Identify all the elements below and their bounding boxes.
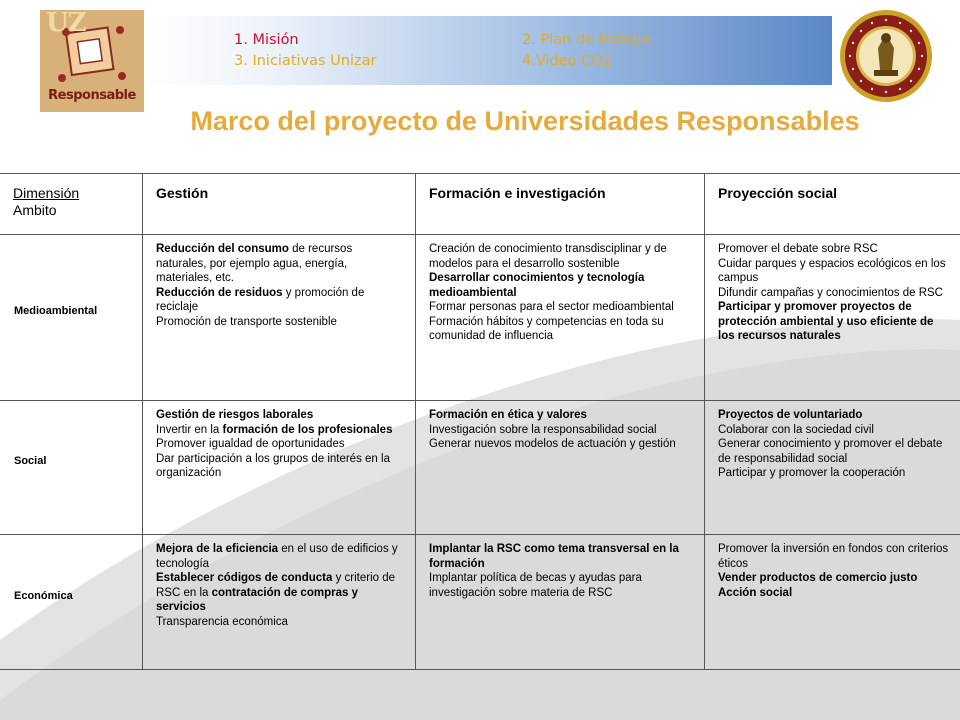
cell-line: Promoción de transporte sostenible (156, 315, 337, 328)
cell-line: Participar y promover proyectos de protección ambiental y uso eficiente de los recursos naturales (718, 301, 934, 342)
row-label-text: Social (14, 455, 47, 468)
cell-line: Vender productos de comercio justo (718, 572, 918, 584)
cell-line: Transparencia económica (156, 615, 288, 628)
row-label-medioambiental (0, 235, 142, 401)
cell-line: Implantar política de becas y ayudas para investigación sobre materia de RSC (429, 572, 642, 599)
logo-responsable-text: Responsable (48, 88, 136, 103)
cell-economica-proyeccion (704, 535, 960, 670)
cell-social-formacion (415, 401, 704, 535)
cell-line: Mejora de la eficiencia en el uso de edificios y tecnología (156, 543, 398, 570)
cell-line: Participar y promover la cooperación (718, 467, 906, 479)
cell-line: Implantar la RSC como tema transversal en la formación (429, 543, 679, 570)
cell-line: Formar personas para el sector medioambiental (429, 301, 674, 313)
cell-economica-gestion (142, 535, 415, 670)
row-label-social (0, 401, 142, 535)
cell-line: Desarrollar conocimientos y tecnología medioambiental (429, 272, 645, 299)
cell-social-gestion (142, 401, 415, 535)
cell-line: Reducción de residuos y promoción de reciclaje (156, 286, 365, 313)
navigation-bar (144, 16, 832, 85)
header-proyeccion: Proyección social (704, 173, 960, 235)
cell-line: Dar participación a los grupos de interés en la organización (156, 452, 390, 479)
nav-link-plan-de-trabajo[interactable]: 2. Plan de trabajo (522, 32, 651, 48)
cell-line: Reducción del consumo de recursos naturales, por ejemplo agua, energía, materiales, etc. (156, 243, 353, 284)
nav-link-mision[interactable]: 1. Misión (234, 32, 299, 48)
framework-table (0, 173, 960, 670)
cell-medioambiental-formacion (415, 235, 704, 401)
cell-line: Formación en ética y valores (429, 409, 587, 421)
cell-line: Promover el debate sobre RSC (718, 243, 878, 255)
uz-responsable-logo (40, 10, 144, 112)
cell-medioambiental-gestion (142, 235, 415, 401)
cell-line: Formación hábitos y competencias en toda su comunidad de influencia (429, 315, 664, 342)
page-title: Marco del proyecto de Universidades Responsables (190, 106, 860, 136)
cell-line: Gestión de riesgos laborales (156, 409, 314, 421)
header-dimension-ambito (0, 173, 142, 235)
logo-uz-text: UZ (46, 10, 86, 38)
nav-link-iniciativas-unizar[interactable]: 3. Iniciativas Unizar (234, 53, 377, 69)
header-ambito: Ambito (13, 202, 57, 218)
cell-line: Colaborar con la sociedad civil (718, 423, 874, 436)
cell-line: Creación de conocimiento transdisciplinar y de modelos para el desarrollo sostenible (429, 243, 667, 270)
university-seal-icon (838, 8, 934, 104)
cell-line: Promover la inversión en fondos con criterios éticos (718, 543, 949, 570)
cell-medioambiental-proyeccion (704, 235, 960, 401)
header-dimension: Dimensión (13, 185, 80, 201)
header-formacion: Formación e investigación (415, 173, 704, 235)
cell-line: Invertir en la formación de los profesionales (156, 423, 393, 436)
cell-line: Generar conocimiento y promover el debate de responsabilidad social (718, 438, 943, 465)
cell-line: Promover igualdad de oportunidades (156, 438, 345, 450)
cell-line: Generar nuevos modelos de actuación y gestión (429, 438, 676, 450)
nav-link-video-co2[interactable]: 4.Video CO2 (522, 53, 612, 69)
cell-line: Proyectos de voluntariado (718, 409, 863, 421)
cell-line: Investigación sobre la responsabilidad social (429, 423, 657, 436)
cell-line: Acción social (718, 586, 793, 599)
cell-economica-formacion (415, 535, 704, 670)
cell-line: Cuidar parques y espacios ecológicos en los campus (718, 257, 946, 284)
row-label-text: Económica (14, 589, 73, 602)
row-label-economica (0, 535, 142, 670)
cell-social-proyeccion (704, 401, 960, 535)
row-label-text: Medioambiental (14, 305, 98, 318)
header-gestion: Gestión (142, 173, 415, 235)
cell-line: Establecer códigos de conducta y criterio de RSC en la contratación de compras y servicios (156, 572, 396, 613)
cell-line: Difundir campañas y conocimientos de RSC (718, 286, 943, 299)
